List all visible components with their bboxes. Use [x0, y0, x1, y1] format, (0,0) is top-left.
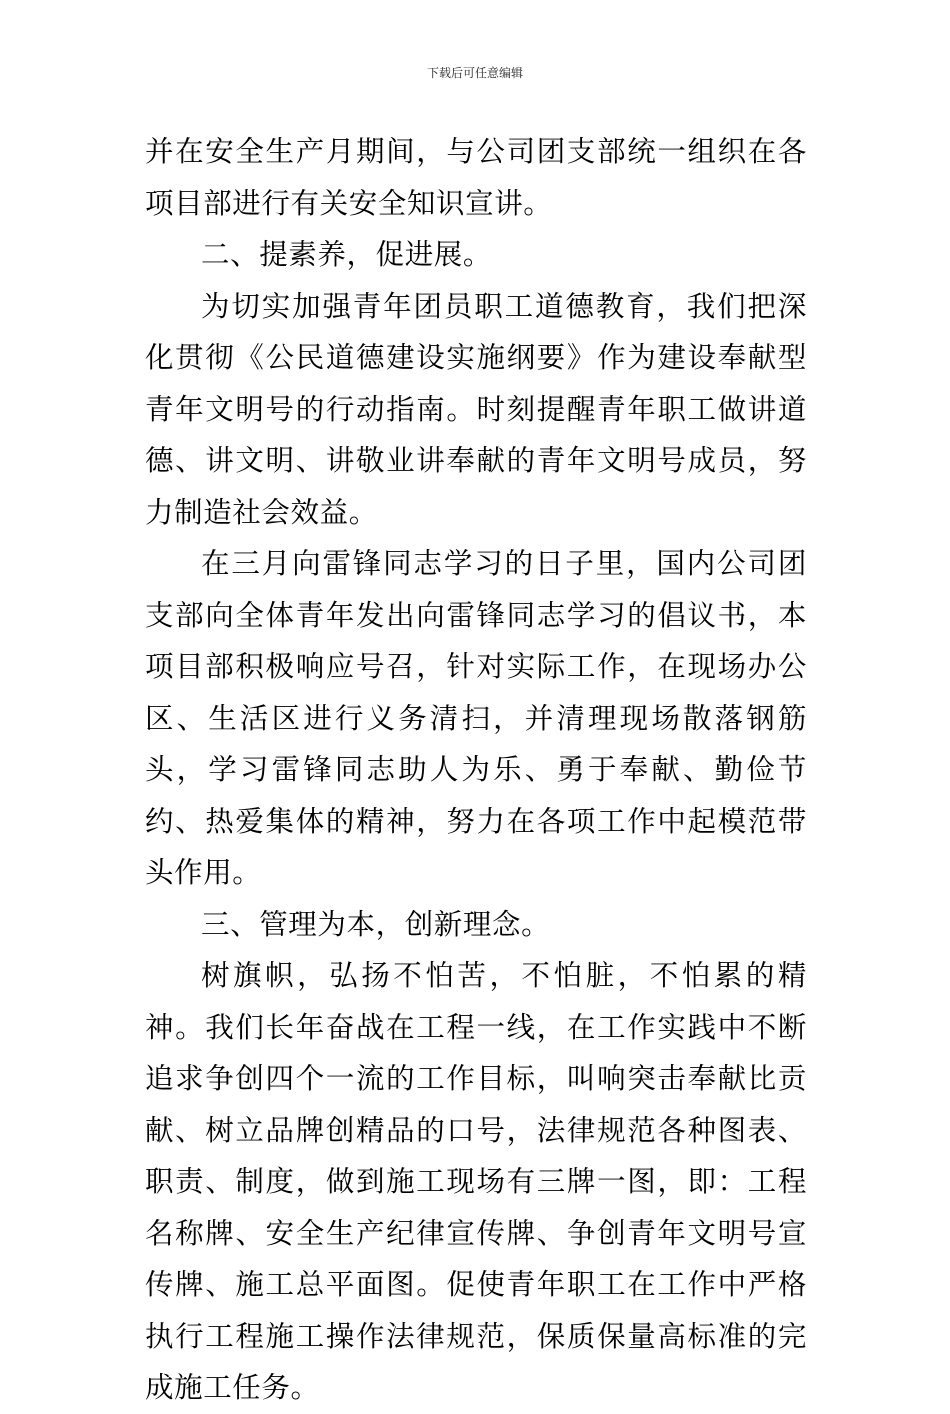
section-heading-three: 三、管理为本，创新理念。 [201, 907, 551, 941]
section-heading-two: 二、提素养，促进展。 [201, 238, 493, 271]
paragraph-lei-feng-activity: 在三月向雷锋同志学习的日子里，国内公司团支部向全体青年发出向雷锋同志学习的倡议书，本项目部积极响应号召，针对实际工作，在现场办公区、生活区进行义务清扫，并清理现场散落钢筋头，学习雷锋同志助人为乐、勇于奉献、勤俭节约、热爱集体的精神，努力在各项工作中起模范带头作用。 [145, 547, 807, 889]
paragraph-continuation: 并在安全生产月期间，与公司团支部统一组织在各项目部进行有关安全知识宣讲。 [145, 135, 807, 220]
page-header-note: 下载后可任意编辑 [426, 66, 523, 80]
paragraph-management: 树旗帜，弘扬不怕苦，不怕脏，不怕累的精神。我们长年奋战在工程一线，在工作实践中不断追求争创四个一流的工作目标，叫响突击奉献比贡献、树立品牌创精品的口号，法律规范各种图表、职责、制度，做到施工现场有三牌一图，即：工程名称牌、安全生产纪律宣传牌、争创青年文明号宣传牌、施工总平面图。促使青年职工在工作中严格执行工程施工操作法律规范，保质保量高标准的完成施工任务。 [145, 959, 807, 1404]
document-body [145, 126, 807, 1414]
paragraph-ethics-education: 为切实加强青年团员职工道德教育，我们把深化贯彻《公民道德建设实施纲要》作为建设奉献型青年文明号的行动指南。时刻提醒青年职工做讲道德、讲文明、讲敬业讲奉献的青年文明号成员，努力制造社会效益。 [145, 289, 807, 529]
